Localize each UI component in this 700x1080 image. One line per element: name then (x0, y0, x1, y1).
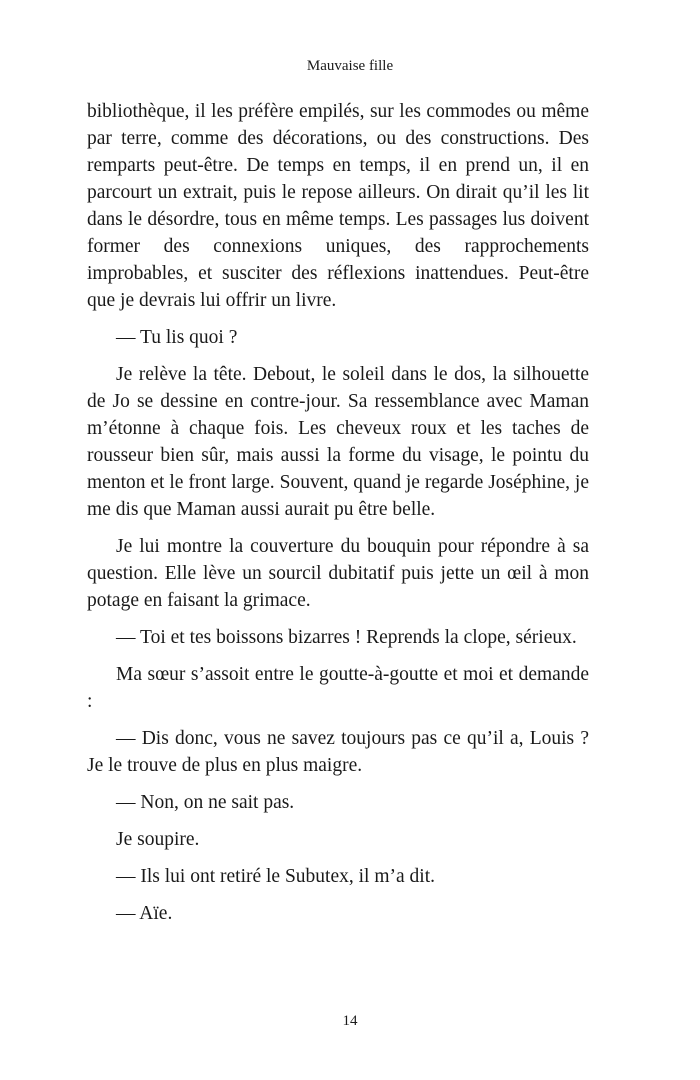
paragraph-10: — Ils lui ont retiré le Subutex, il m’a dit. (116, 866, 435, 887)
page-number: 14 (342, 1013, 358, 1029)
paragraph-7: — Dis donc, vous ne savez toujours pas ce qu’il a, Louis ? Je le trouve de plus en plus maigre. (87, 728, 589, 776)
paragraph-6: Ma sœur s’assoit entre le goutte-à-goutte et moi et demande : (87, 664, 589, 712)
paragraph-4: Je lui montre la couverture du bouquin pour répondre à sa question. Elle lève un sourcil dubitatif puis jette un œil à mon potage en faisant la grimace. (87, 536, 589, 611)
body-text (87, 98, 589, 937)
paragraph-9: Je soupire. (116, 829, 200, 850)
running-head: Mauvaise fille (306, 58, 394, 74)
paragraph-1: bibliothèque, il les préfère empilés, sur les commodes ou même par terre, comme des décorations, ou des constructions. Des remparts peut-être. De temps en temps, il en prend un, il en parcourt un extrait, puis le repose ailleurs. On dirait qu’il les lit dans le désordre, tous en même temps. Les passages lus doivent former des connexions uniques, des rapprochements improbables, et susciter des réflexions inattendues. Peut-être que je devrais lui offrir un livre. (87, 101, 589, 311)
paragraph-11: — Aïe. (116, 903, 173, 924)
paragraph-8: — Non, on ne sait pas. (116, 792, 295, 813)
paragraph-3: Je relève la tête. Debout, le soleil dans le dos, la silhouette de Jo se dessine en contre-jour. Sa ressemblance avec Maman m’étonne à chaque fois. Les cheveux roux et les taches de rousseur bien sûr, mais aussi la forme du visage, le pointu du menton et le front large. Souvent, quand je regarde Joséphine, je me dis que Maman aussi aurait pu être belle. (87, 364, 589, 520)
paragraph-2: — Tu lis quoi ? (116, 327, 238, 348)
paragraph-5: — Toi et tes boissons bizarres ! Reprends la clope, sérieux. (116, 627, 577, 648)
